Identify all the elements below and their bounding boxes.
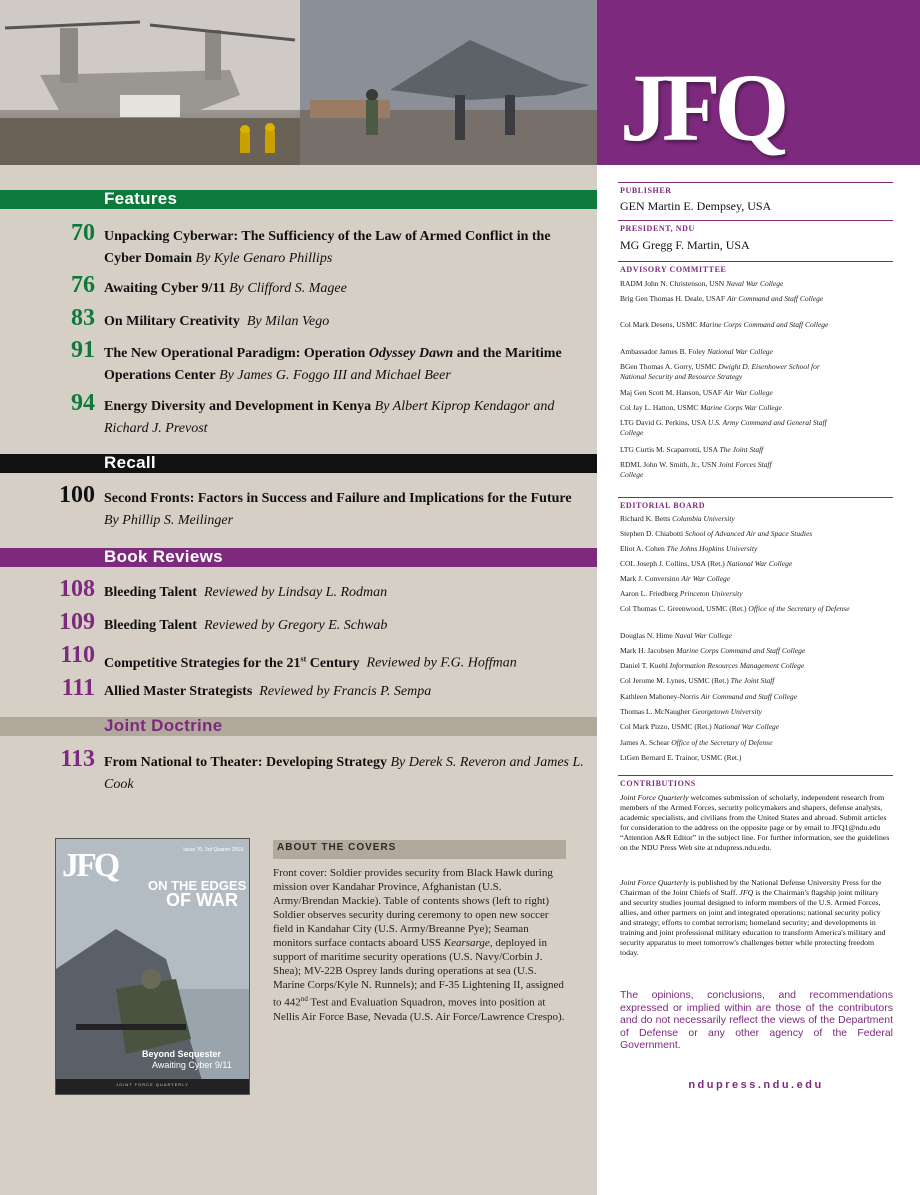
president-label: PRESIDENT, NDU	[620, 224, 695, 233]
cover-issue: Issue 70, 3rd Quarter 2013	[183, 847, 243, 853]
article-title: Bleeding Talent	[104, 618, 197, 633]
staff-member: Mark H. Jacobsen Marine Corps Command and Staff College	[620, 646, 806, 655]
staff-member: Maj Gen Scott M. Hanson, USAF Air War College	[620, 388, 773, 397]
staff-member: Richard K. Betts Columbia University	[620, 514, 735, 523]
article-title: On Military Creativity	[104, 314, 240, 329]
cover-photo-strip	[0, 0, 597, 165]
staff-member: Mark J. Conversino Air War College	[620, 574, 731, 583]
page-number: 100	[59, 482, 95, 508]
article-byline: By Derek S. Reveron and James L. Cook	[104, 755, 584, 792]
article-byline: By Clifford S. Magee	[229, 281, 347, 296]
page-number: 110	[60, 642, 95, 668]
article-title: Unpacking Cyberwar: The Sufficiency of the Law of Armed Conflict in the Cyber Domain	[104, 229, 551, 266]
article-byline: By Milan Vego	[246, 314, 330, 329]
journal-cover-thumbnail	[55, 838, 250, 1095]
article-byline: By James G. Foggo III and Michael Beer	[219, 368, 451, 383]
jfq-logo: JFQ	[620, 54, 784, 161]
staff-member: James A. Schear Office of the Secretary of Defense	[620, 738, 773, 747]
page-number: 113	[60, 746, 95, 772]
divider	[618, 220, 893, 221]
page-number: 111	[61, 675, 95, 701]
about-covers-text: Front cover: Soldier provides security from Black Hawk during mission over Kandahar Province, Afghanistan (U.S. Army/Brendan Mackie). Table of contents shows (left to right) Soldier observes security during ceremony to open new soccer field in Kandahar City (U.S. Army/Breanne Pye); Seaman monitors surface contacts aboard USS Kearsarge, deployed in support of maritime security operations (U.S. Navy/Corbin J. Shea); MV-22B Osprey lands during operations at sea (U.S. Marine Corps/Kyle N. Runnels); and F-35 Lightening II, assigned to 442nd Test and Evaluation Squadron, moves into position at Nellis Air Force Base, Nevada (U.S. Air Force/Lawrence Crespo).	[273, 867, 565, 1023]
staff-member: Eliot A. Cohen The Johns Hopkins University	[620, 544, 758, 553]
article-title: From National to Theater: Developing Strategy	[104, 755, 387, 770]
publication-statement: Joint Force Quarterly is published by the National Defense University Press for the Chairman of the Joint Chiefs of Staff. JFQ is the Chairman's flagship joint military and security studies journal designed to inform members of the U.S. Armed Forces, allies, and other partners on joint and integrated operations; national security policy and strategy; efforts to combat terrorism; homeland security; and developments in training and joint professional military education to transform America's military and security apparatus to meet tomorrow's challenges better while protecting freedom today.	[620, 878, 886, 957]
editorial-board-label: EDITORIAL BOARD	[620, 501, 706, 510]
section-title: Joint Doctrine	[104, 716, 223, 735]
staff-member: LtGen Bernard E. Trainor, USMC (Ret.)	[620, 753, 742, 762]
staff-member: Col Thomas C. Greenwood, USMC (Ret.) Office of the Secretary of Defense	[620, 604, 850, 613]
president-name: MG Gregg F. Martin, USA	[620, 238, 750, 252]
contributions-label: CONTRIBUTIONS	[620, 779, 696, 788]
page-number: 76	[71, 272, 95, 298]
section-header-book-reviews	[0, 548, 597, 567]
article-title: The New Operational Paradigm: Operation Odyssey Dawn and the Maritime Operations Center	[104, 346, 562, 383]
page-number: 83	[71, 305, 95, 331]
page-number: 109	[59, 609, 95, 635]
page-number: 91	[71, 337, 95, 363]
staff-member: Ambassador James B. Foley National War College	[620, 347, 773, 356]
page-number: 70	[71, 220, 95, 246]
advisory-committee-label: ADVISORY COMMITTEE	[620, 265, 727, 274]
cover-logo: JFQ	[62, 847, 118, 884]
publisher-name: GEN Martin E. Dempsey, USA	[620, 199, 772, 213]
about-covers-title: ABOUT THE COVERS	[277, 842, 397, 853]
article-title: Bleeding Talent	[104, 585, 197, 600]
staff-member: LTG Curtis M. Scaparrotti, USA The Joint Staff	[620, 445, 764, 454]
page-number: 94	[71, 390, 95, 416]
section-header-joint-doctrine	[0, 717, 597, 736]
disclaimer-text: The opinions, conclusions, and recommendations expressed or implied within are those of the contributors and do not necessarily reflect the views of the Department of Defense or any other agency of the Federal Government.	[620, 989, 893, 1051]
section-header-features	[0, 190, 597, 209]
article-title: Energy Diversity and Development in Kenya	[104, 399, 372, 414]
contributions-text: Joint Force Quarterly welcomes submission of scholarly, independent research from members of the Armed Forces, security policymakers and shapers, defense analysts, academic specialists, and civilians from the United States and abroad. Submit articles for consideration to the address on the opposite page or by email to JFQ1@ndu.edu “Attention A&R Editor” in the subject line. For further information, see the guidelines on the NDU Press Web site at ndupress.ndu.edu.	[620, 793, 890, 852]
article-title: Competitive Strategies for the 21st Century	[104, 654, 360, 671]
page-number: 108	[59, 576, 95, 602]
article-byline: By Albert Kiprop Kendagor and Richard J. Prevost	[104, 399, 555, 436]
staff-member: Kathleen Mahoney-Norris Air Command and Staff College	[620, 692, 798, 701]
website-link[interactable]: ndupress.ndu.edu	[688, 1079, 824, 1091]
staff-member: Col Mark Desens, USMC Marine Corps Command and Staff College	[620, 320, 829, 329]
aircraft-photo-icon	[0, 0, 597, 165]
section-title: Recall	[104, 453, 156, 472]
staff-member: Thomas L. McNaugher Georgetown University	[620, 707, 762, 716]
article-byline: Reviewed by Francis P. Sempa	[259, 684, 432, 699]
staff-member: Daniel T. Kuehl Information Resources Management College	[620, 661, 805, 670]
cover-subhead-1: Beyond Sequester	[142, 1049, 222, 1059]
staff-member: Col Mark Pizzo, USMC (Ret.) National War College	[620, 722, 780, 731]
staff-member: BGen Thomas A. Gorry, USMC Dwight D. Eisenhower School for National Security and Resource Strategy	[620, 362, 820, 381]
publisher-label: PUBLISHER	[620, 186, 672, 195]
divider	[618, 497, 893, 498]
article-title: Allied Master Strategists	[104, 684, 253, 699]
divider	[618, 775, 893, 776]
staff-member: Col Jerome M. Lynes, USMC (Ret.) The Joint Staff	[620, 676, 775, 685]
section-header-recall	[0, 454, 597, 473]
staff-member: Aaron L. Friedberg Princeton University	[620, 589, 743, 598]
staff-member: COL Joseph J. Collins, USA (Ret.) National War College	[620, 559, 793, 568]
section-title: Features	[104, 189, 178, 208]
article-byline: Reviewed by Lindsay L. Rodman	[203, 585, 388, 600]
about-covers-header	[273, 840, 566, 859]
article-byline: Reviewed by Gregory E. Schwab	[203, 618, 388, 633]
staff-member: Douglas N. Hime Naval War College	[620, 631, 732, 640]
cover-subhead-2: Awaiting Cyber 9/11	[152, 1060, 232, 1070]
article-byline: By Phillip S. Meilinger	[104, 513, 234, 528]
cover-headline-2: OF WAR	[166, 890, 238, 910]
staff-member: Stephen D. Chiabotti School of Advanced Air and Space Studies	[620, 529, 813, 538]
staff-member: RDML John W. Smith, Jr., USN Joint Forces Staff College	[620, 460, 772, 479]
article-byline: Reviewed by F.G. Hoffman	[366, 655, 517, 671]
article-title: Second Fronts: Factors in Success and Failure and Implications for the Future	[104, 491, 572, 506]
divider	[618, 182, 893, 183]
staff-member: Brig Gen Thomas H. Deale, USAF Air Command and Staff College	[620, 294, 824, 303]
divider	[618, 261, 893, 262]
section-title: Book Reviews	[104, 547, 223, 566]
article-byline: By Kyle Genaro Phillips	[195, 251, 333, 266]
cover-headline-1: ON THE EDGES	[148, 878, 247, 893]
staff-member: Col Jay L. Hatton, USMC Marine Corps War College	[620, 403, 782, 412]
staff-member: RADM John N. Christenson, USN Naval War College	[620, 279, 784, 288]
staff-member: LTG David G. Perkins, USA U.S. Army Command and General Staff College	[620, 418, 827, 437]
article-title: Awaiting Cyber 9/11	[104, 281, 226, 296]
cover-footer: JOINT FORCE QUARTERLY	[116, 1082, 189, 1087]
